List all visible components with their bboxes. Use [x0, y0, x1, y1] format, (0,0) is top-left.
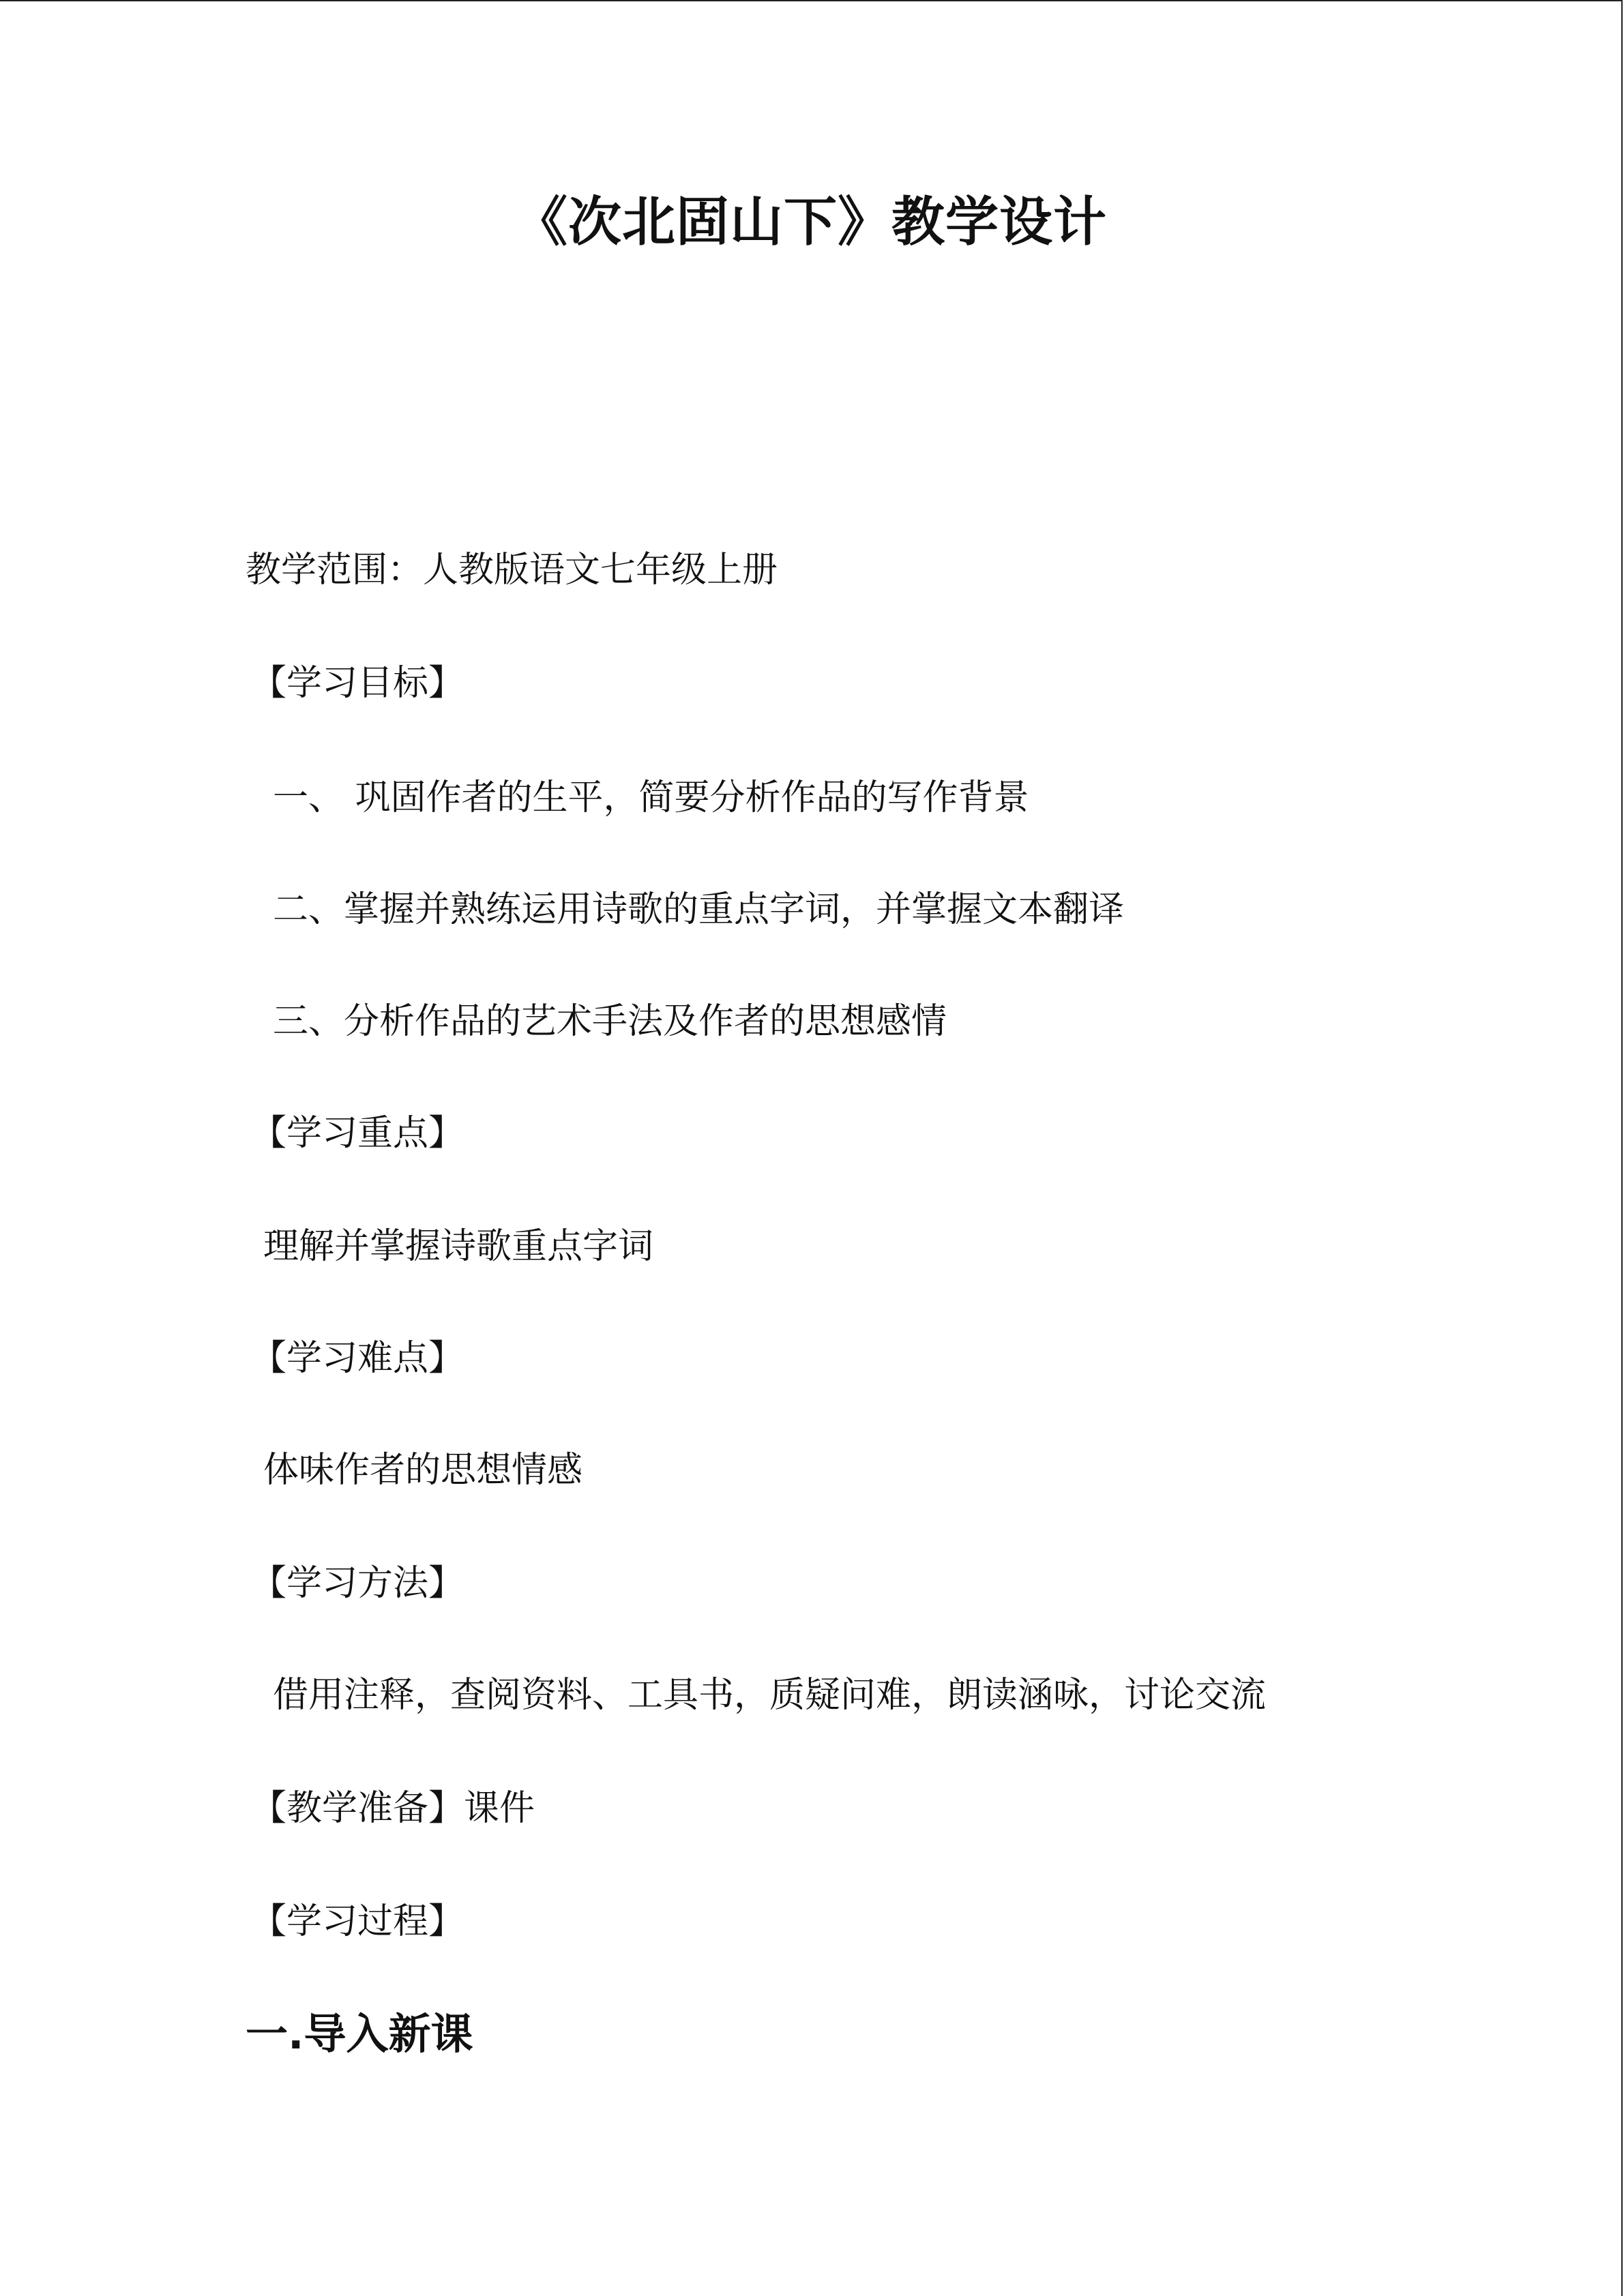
methods-heading: 【学习方法】: [251, 1563, 464, 1604]
methods-text: 借用注释，查阅资料、工具书，质疑问难，朗读涵咏，讨论交流: [273, 1675, 1267, 1716]
key-points-heading: 【学习重点】: [251, 1113, 464, 1154]
teaching-scope: 教学范围：人教版语文七年级上册: [246, 550, 778, 591]
document-title: 《次北固山下》教学设计: [514, 192, 1107, 253]
objective-item-3: 三、分析作品的艺术手法及作者的思想感情: [273, 1001, 947, 1042]
section-one-heading: 一.导入新课: [246, 2009, 473, 2059]
preparation-line: 【教学准备】课件: [251, 1788, 535, 1829]
difficulties-heading: 【学习难点】: [251, 1338, 464, 1379]
objectives-heading: 【学习目标】: [251, 663, 464, 704]
key-points-text: 理解并掌握诗歌重点字词: [263, 1226, 654, 1267]
objective-item-2: 二、掌握并熟练运用诗歌的重点字词，并掌握文本翻译: [273, 889, 1125, 930]
objective-item-1: 一、 巩固作者的生平，简要分析作品的写作背景: [273, 777, 1029, 818]
process-heading: 【学习过程】: [251, 1901, 464, 1942]
difficulties-text: 体味作者的思想情感: [263, 1450, 583, 1491]
